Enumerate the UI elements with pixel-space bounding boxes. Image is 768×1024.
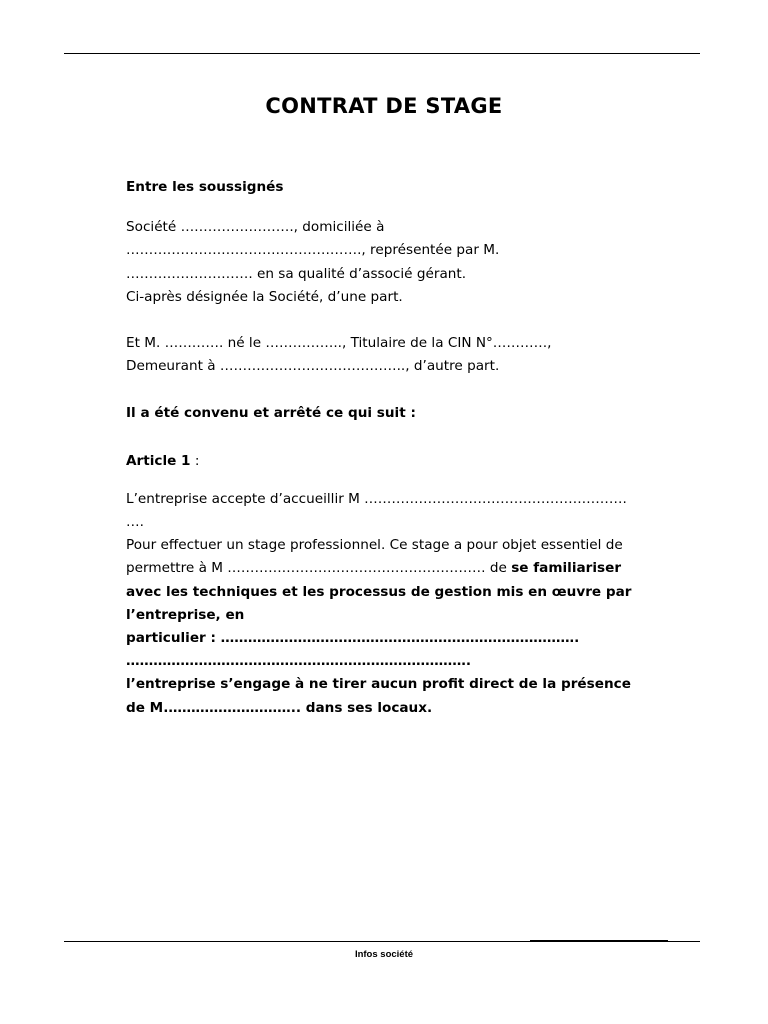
company-line: Société ……………………., domiciliée à: [126, 219, 385, 236]
document-body: [126, 176, 656, 720]
article-line: [126, 557, 656, 580]
article-line-regular: permettre à M ………………………………………………… de: [126, 560, 512, 577]
article-label: Article 1: [126, 452, 191, 469]
footer-rule: [64, 941, 700, 942]
footer-label: Infos société: [354, 949, 414, 960]
company-line: Ci-après désignée la Société, d’une part.: [126, 288, 403, 305]
company-block: [126, 216, 656, 309]
article-label-suffix: :: [190, 452, 200, 469]
article-line: ….: [126, 514, 144, 531]
intern-block: [126, 332, 656, 378]
article-text: [126, 488, 656, 720]
article-line-bold: se familiariser: [511, 560, 622, 577]
article-line: L’entreprise accepte d’accueillir M ………………………………………………….: [126, 490, 627, 507]
article-line: Pour effectuer un stage professionnel. Ce stage a pour objet essentiel de: [126, 537, 623, 554]
article-bold-line: avec les techniques et les processus de gestion mis en œuvre par: [126, 583, 632, 600]
document-title: CONTRAT DE STAGE: [265, 94, 503, 118]
article-bold-line: de M.……………………….. dans ses locaux.: [126, 699, 433, 716]
article-bold-line: l’entreprise, en: [126, 606, 245, 623]
company-line: ……………………………………………., représentée par M.: [126, 242, 500, 259]
article-heading: [126, 450, 656, 473]
company-line: ………………………. en sa qualité d’associé gérant.: [126, 265, 467, 282]
article-bold-line: ………………………………………………………………….: [126, 653, 472, 670]
article-bold-line: l’entreprise s’engage à ne tirer aucun profit direct de la présence: [126, 676, 631, 693]
header-rule: [64, 53, 700, 54]
footer-rule-accent: [530, 940, 668, 941]
intern-line: Et M. …………. né le …………….., Titulaire de la CIN N°…………,: [126, 335, 552, 352]
parties-heading: Entre les soussignés: [126, 179, 284, 195]
intern-line: Demeurant à ………………………………….., d’autre part.: [126, 358, 500, 375]
article-bold-line: particulier : …………………………………………………………………….: [126, 630, 580, 647]
agreement-heading: Il a été convenu et arrêté ce qui suit :: [126, 405, 416, 422]
